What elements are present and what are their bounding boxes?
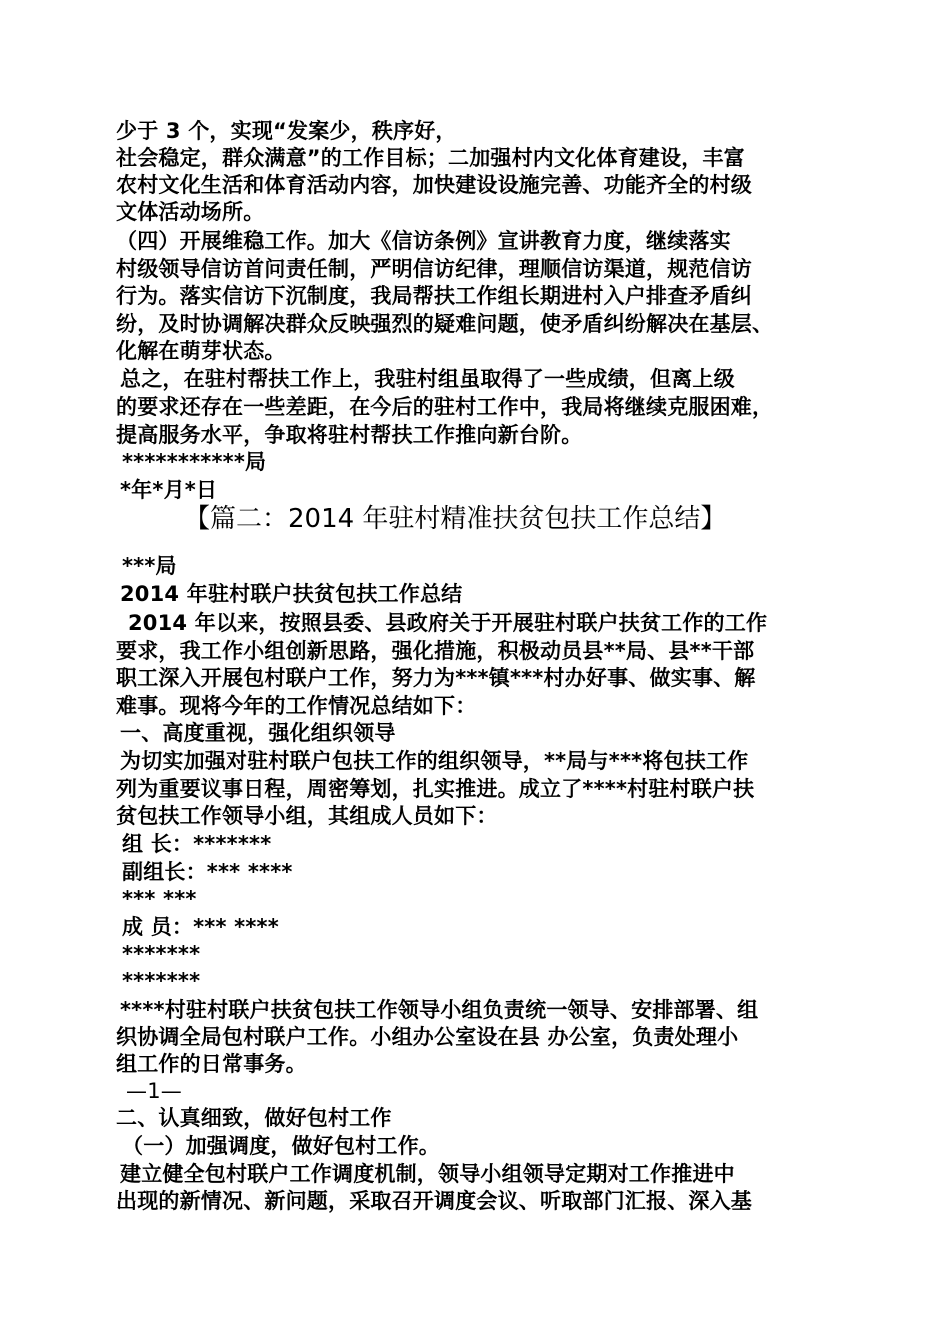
text-line: 职工深入开展包村联户工作，努力为***镇***村办好事、做实事、解 [116, 666, 756, 690]
text-line: 2014 年以来，按照县委、县政府关于开展驻村联户扶贫工作的工作 [128, 611, 768, 635]
member-line: ******* [122, 942, 201, 966]
member-line: 组 长：******* [122, 832, 272, 856]
date-line: *年*月*日 [120, 478, 218, 502]
text-line: 总之，在驻村帮扶工作上，我驻村组虽取得了一些成绩，但离上级 [120, 367, 735, 391]
text-line: 织协调全局包村联户工作。小组办公室设在县 办公室，负责处理小 [116, 1025, 739, 1049]
text-line: 提高服务水平，争取将驻村帮扶工作推向新台阶。 [116, 423, 583, 447]
text-line: ***局 [122, 554, 177, 578]
text-line: 难事。现将今年的工作情况总结如下： [116, 694, 477, 718]
text-line: ****村驻村联户扶贫包扶工作领导小组负责统一领导、安排部署、组 [120, 998, 759, 1022]
text-line: 纷，及时协调解决群众反映强烈的疑难问题，使矛盾纠纷解决在基层、 [116, 312, 774, 336]
text-line: 为切实加强对驻村联户包扶工作的组织领导，**局与***将包扶工作 [120, 749, 749, 773]
text-line: 出现的新情况、新问题，采取召开调度会议、听取部门汇报、深入基 [116, 1189, 752, 1213]
text-line: 的要求还存在一些差距，在今后的驻村工作中，我局将继续克服困难， [116, 395, 774, 419]
subtitle-line: 2014 年驻村联户扶贫包扶工作总结 [120, 582, 463, 606]
member-line: *** *** [122, 887, 197, 911]
text-line: 行为。落实信访下沉制度，我局帮扶工作组长期进村入户排查矛盾纠 [116, 284, 752, 308]
page-number: —1— [126, 1079, 182, 1103]
text-line: 列为重要议事日程，周密筹划，扎实推进。成立了****村驻村联户扶 [116, 777, 755, 801]
member-line: ******* [122, 969, 201, 993]
text-line: 村级领导信访首问责任制，严明信访纪律，理顺信访渠道，规范信访 [116, 257, 752, 281]
member-line: 副组长：*** **** [122, 860, 293, 884]
text-line: 少于 3 个，实现“发案少，秩序好， [116, 119, 457, 143]
text-line: 文体活动场所。 [116, 200, 265, 224]
signature-line: ***********局 [122, 450, 267, 474]
text-line: 化解在萌芽状态。 [116, 339, 286, 363]
member-line: 成 员：*** **** [122, 915, 279, 939]
text-line: 建立健全包村联户工作调度机制，领导小组领导定期对工作推进中 [120, 1162, 735, 1186]
section-title: 【篇二：2014 年驻村精准扶贫包扶工作总结】 [184, 504, 727, 534]
text-line: 组工作的日常事务。 [116, 1052, 307, 1076]
heading-line: 二、认真细致，做好包村工作 [116, 1106, 392, 1130]
text-line: （四）开展维稳工作。加大《信访条例》宣讲教育力度，继续落实 [116, 229, 731, 253]
text-line: 要求，我工作小组创新思路，强化措施，积极动员县**局、县**干部 [116, 639, 755, 663]
text-line: 贫包扶工作领导小组，其组成人员如下： [116, 804, 498, 828]
heading-line: （一）加强调度，做好包村工作。 [122, 1134, 440, 1158]
text-line: 农村文化生活和体育活动内容，加快建设设施完善、功能齐全的村级 [116, 173, 752, 197]
text-line: 社会稳定，群众满意”的工作目标；二加强村内文化体育建设，丰富 [116, 146, 745, 170]
heading-line: 一、高度重视，强化组织领导 [120, 721, 396, 745]
